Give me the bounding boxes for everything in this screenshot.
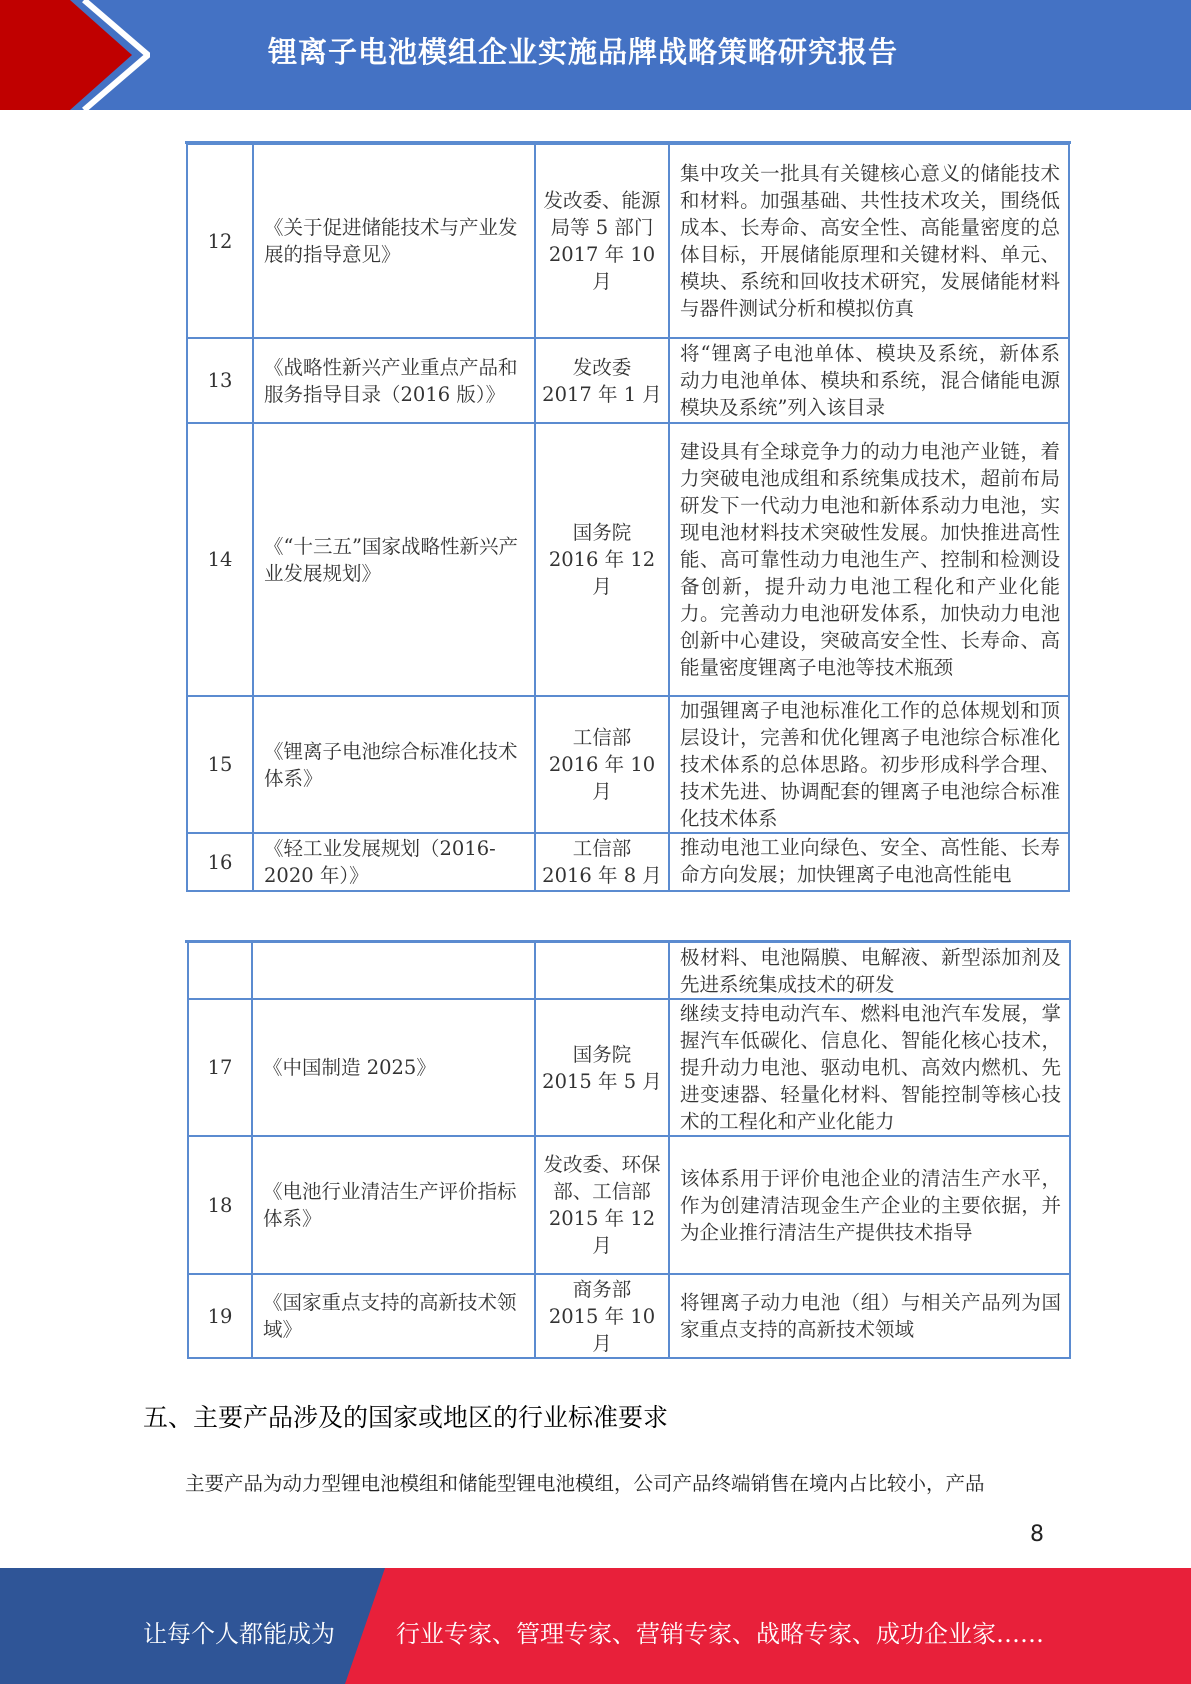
table-row <box>187 833 1069 891</box>
row-number: 13 <box>187 338 253 423</box>
issuing-department <box>535 999 669 1136</box>
row-number: 12 <box>187 144 253 338</box>
table-row <box>187 338 1069 423</box>
section-heading: 五、主要产品涉及的国家或地区的行业标准要求 <box>143 1403 669 1432</box>
policy-name: 《电池行业清洁生产评价指标体系》 <box>252 1136 535 1274</box>
issuing-department <box>535 1274 669 1358</box>
page-number: 8 <box>1030 1522 1044 1547</box>
policy-description: 集中攻关一批具有关键核心意义的储能技术和材料。加强基础、共性技术攻关，围绕低成本、长寿命、高安全性、高能量密度的总体目标，开展储能原理和关键材料、单元、模块、系统和回收技术研究，发展储能材料与器件测试分析和模拟仿真 <box>669 144 1069 338</box>
policy-name: 《关于促进储能技术与产业发展的指导意见》 <box>253 144 535 338</box>
policy-name: 《锂离子电池综合标准化技术体系》 <box>253 696 535 833</box>
dept-text: 工信部 2016 年 10 月 <box>548 726 656 803</box>
table-row <box>187 696 1069 833</box>
policy-table-part2 <box>187 941 1071 1359</box>
footer-slogan-right: 行业专家、管理专家、营销专家、战略专家、成功企业家…… <box>396 1620 1044 1648</box>
policy-name: 《战略性新兴产业重点产品和服务指导目录（2016 版）》 <box>253 338 535 423</box>
table-row <box>187 144 1069 338</box>
row-number: 14 <box>187 423 253 696</box>
dept-text: 发改委、能源局等 5 部门 2017 年 10 月 <box>543 189 661 293</box>
policy-description-continued: 极材料、电池隔膜、电解液、新型添加剂及先进系统集成技术的研发 <box>669 942 1070 999</box>
policy-description: 建设具有全球竞争力的动力电池产业链，着力突破电池成组和系统集成技术，超前布局研发下一代动力电池和新体系动力电池，实现电池材料技术突破性发展。加快推进高性能、高可靠性动力电池生产、控制和检测设备创新，提升动力电池工程化和产业化能力。完善动力电池研发体系，加快动力电池创新中心建设，突破高安全性、长寿命、高能量密度锂离子电池等技术瓶颈 <box>669 423 1069 696</box>
policy-name: 《中国制造 2025》 <box>252 999 535 1136</box>
issuing-department <box>535 833 669 891</box>
policy-table-part1 <box>186 143 1070 892</box>
row-number-empty <box>188 942 252 999</box>
policy-description: 将锂离子动力电池（组）与相关产品列为国家重点支持的高新技术领域 <box>669 1274 1070 1358</box>
policy-name-empty <box>252 942 535 999</box>
dept-text: 国务院 2015 年 5 月 <box>542 1042 662 1093</box>
issuing-department <box>535 423 669 696</box>
policy-description: 该体系用于评价电池企业的清洁生产水平，作为创建清洁现金生产企业的主要依据，并为企业推行清洁生产提供技术指导 <box>669 1136 1070 1274</box>
dept-text: 发改委、环保部、工信部 2015 年 12 月 <box>543 1153 661 1257</box>
dept-text: 国务院 2016 年 12 月 <box>548 521 656 598</box>
policy-description: 将“锂离子电池单体、模块及系统，新体系动力电池单体、模块和系统，混合储能电源模块及系统”列入该目录 <box>669 338 1069 423</box>
policy-description: 推动电池工业向绿色、安全、高性能、长寿命方向发展；加快锂离子电池高性能电 <box>669 833 1069 891</box>
issuing-department <box>535 144 669 338</box>
footer-slogan-left: 让每个人都能成为 <box>143 1620 335 1648</box>
policy-name: 《国家重点支持的高新技术领域》 <box>252 1274 535 1358</box>
policy-name: 《轻工业发展规划（2016-2020 年）》 <box>253 833 535 891</box>
header-arrow-decoration <box>0 0 150 110</box>
table-row-continued <box>188 942 1070 999</box>
policy-description: 继续支持电动汽车、燃料电池汽车发展，掌握汽车低碳化、信息化、智能化核心技术，提升动力电池、驱动电机、高效内燃机、先进变速器、轻量化材料、智能控制等核心技术的工程化和产业化能力 <box>669 999 1070 1136</box>
table-row <box>188 1274 1070 1358</box>
issuing-department <box>535 338 669 423</box>
policy-description: 加强锂离子电池标准化工作的总体规划和顶层设计，完善和优化锂离子电池综合标准化技术体系的总体思路。初步形成科学合理、技术先进、协调配套的锂离子电池综合标准化技术体系 <box>669 696 1069 833</box>
table-row <box>187 423 1069 696</box>
issuing-department <box>535 1136 669 1274</box>
table-row <box>188 999 1070 1136</box>
report-title: 锂离子电池模组企业实施品牌战略策略研究报告 <box>268 35 899 69</box>
dept-text: 工信部 2016 年 8 月 <box>542 837 662 887</box>
table-row <box>188 1136 1070 1274</box>
issuing-department <box>535 696 669 833</box>
row-number: 15 <box>187 696 253 833</box>
row-number: 18 <box>188 1136 252 1274</box>
row-number: 17 <box>188 999 252 1136</box>
row-number: 19 <box>188 1274 252 1358</box>
policy-name: 《“十三五”国家战略性新兴产业发展规划》 <box>253 423 535 696</box>
dept-text: 发改委 2017 年 1 月 <box>542 355 662 406</box>
issuing-department-empty <box>535 942 669 999</box>
row-number: 16 <box>187 833 253 891</box>
body-paragraph: 主要产品为动力型锂电池模组和储能型锂电池模组，公司产品终端销售在境内占比较小，产品 <box>185 1472 985 1495</box>
page-header <box>0 0 1191 110</box>
dept-text: 商务部 2015 年 10 月 <box>548 1277 656 1355</box>
